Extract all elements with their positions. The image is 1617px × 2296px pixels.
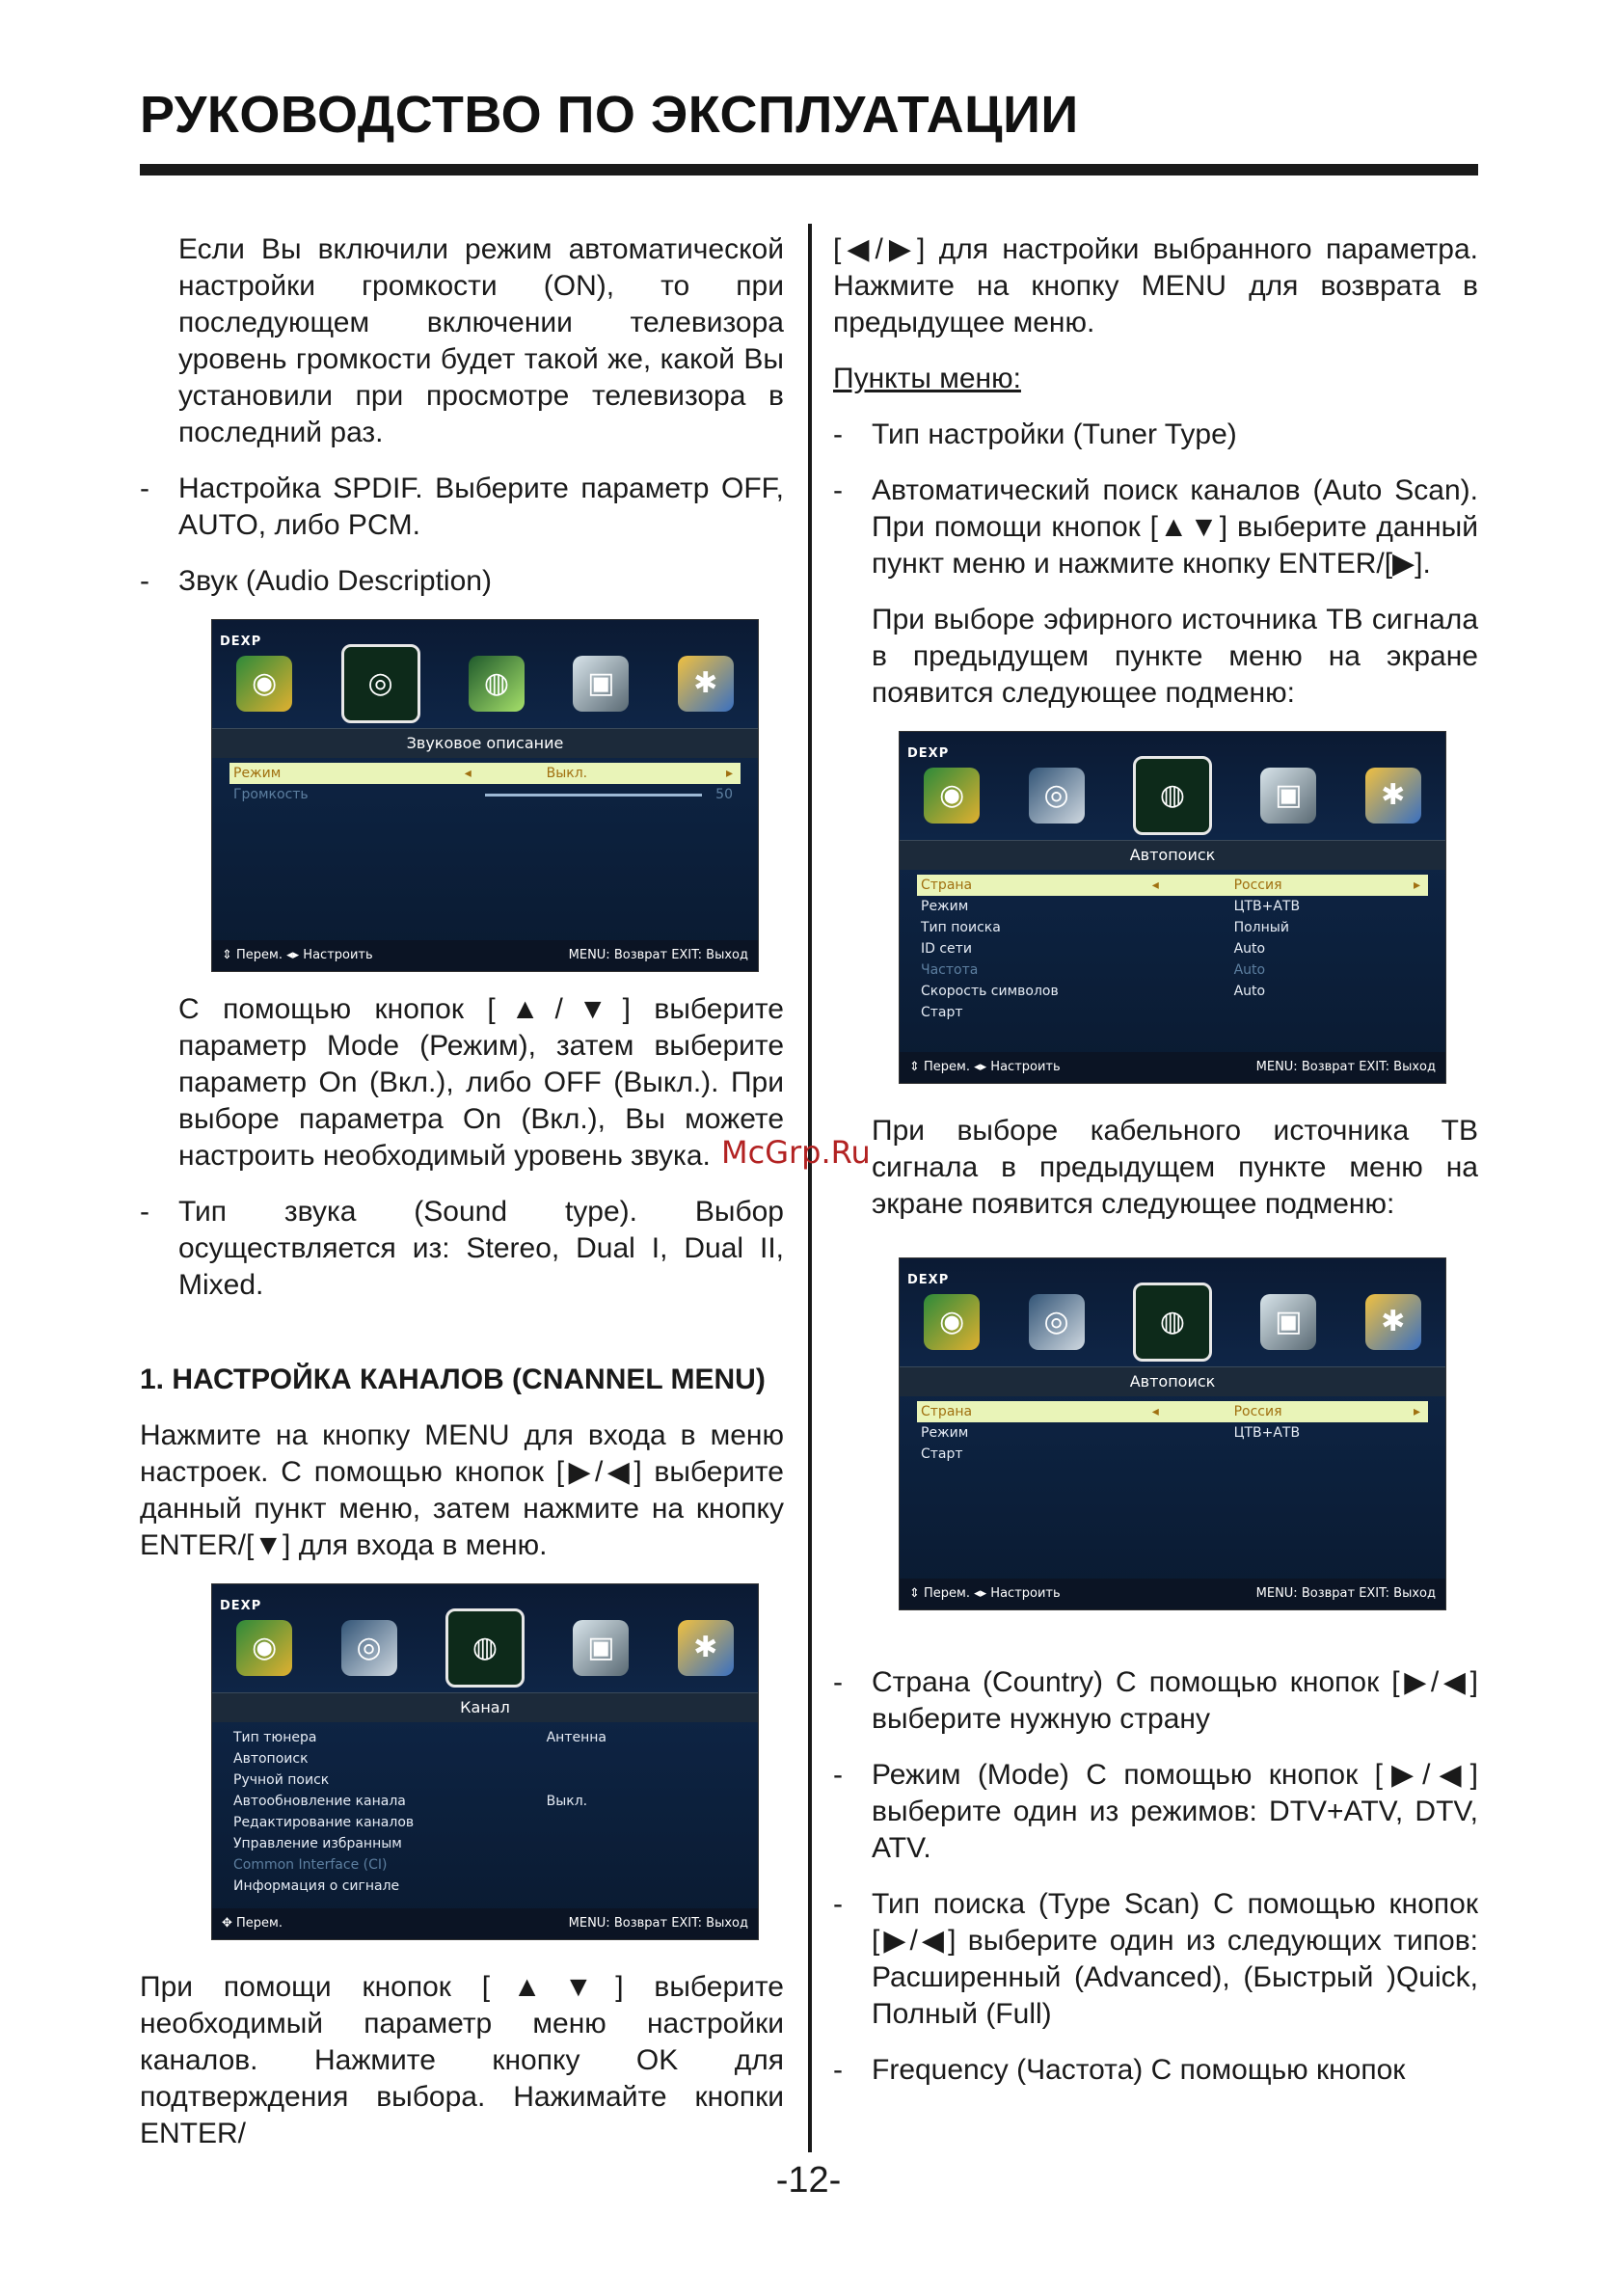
screenshot-air-autoscan [899,731,1446,1084]
footer-hint-left: ✥ Перем. [222,1916,283,1931]
brand-logo: DEXP [907,746,950,761]
row-label: Редактирование каналов [233,1815,415,1830]
footer-hint-left: ⇕ Перем. ◂▸ Настроить [909,1586,1061,1601]
row-label: Частота [921,962,979,978]
sound-icon: ◎ [1029,768,1085,824]
row-value: Auto [1233,941,1266,957]
row-label: Режим [233,766,282,781]
menu-footer [900,1579,1445,1609]
menu-row [917,917,1428,938]
menu-row [917,1002,1428,1023]
lock-icon: ▣ [573,1620,629,1676]
row-value: ЦТВ+АТВ [1233,899,1301,914]
menu-row [229,1727,741,1748]
watermark: McGrp.Ru [721,1134,871,1171]
screenshot-audio-description [211,619,759,972]
row-label: Автообновление канала [233,1794,406,1809]
menu-rows [917,875,1428,1023]
paragraph-select-param: При помощи кнопок [▲▼] выберите необходимый параметр меню настройки каналов. Нажмите кнопку OK для подтверждения выбора. Нажимайте кнопки ENTER/ [140,1971,784,2149]
list-item-country: - Страна (Country) С помощью кнопок [▶/◀] выберите нужную страну [833,1664,1478,1738]
sound-icon: ◎ [1029,1294,1085,1350]
list-item-spdif: - Настройка SPDIF. Выберите параметр OFF, AUTO, либо PCM. [140,471,784,544]
row-label: Информация о сигнале [233,1878,400,1894]
menu-icon-row [900,749,1445,841]
sound-icon: ◎ [341,1620,397,1676]
footer-hint-right: MENU: Возврат EXIT: Выход [1255,1060,1436,1074]
menu-row [917,1444,1428,1465]
row-label: Скорость символов [921,984,1059,999]
footer-hint-right: MENU: Возврат EXIT: Выход [1255,1586,1436,1601]
settings-icon: ✱ [1365,1294,1421,1350]
menu-row [917,1422,1428,1444]
row-value: Антенна [546,1730,606,1745]
row-value: 50 [715,787,733,802]
picture-icon: ◉ [236,656,292,712]
row-label: Ручной поиск [233,1772,330,1788]
page-title: РУКОВОДСТВО ПО ЭКСПЛУАТАЦИИ [140,86,1079,144]
section-heading: 1. НАСТРОЙКА КАНАЛОВ (CNANNEL MENU) [140,1364,766,1395]
title-rule [140,164,1478,176]
page-number: -12- [775,2160,842,2201]
menu-title: Автопоиск [900,840,1445,870]
menu-items-heading: Пункты меню: [833,363,1021,394]
lock-icon: ▣ [1260,1294,1316,1350]
row-label: ID сети [921,941,972,957]
row-value: Auto [1233,962,1266,978]
menu-row-volume [229,784,741,805]
lock-icon: ▣ [1260,768,1316,824]
picture-icon: ◉ [236,1620,292,1676]
row-label: Громкость [233,787,309,802]
row-value: Выкл. [546,766,588,781]
paragraph-auto-volume: Если Вы включили режим автоматической настройки громкости (ON), то при последующем включении телевизора уровень громкости будет такой же, какой Вы установили при просмотре телевизора в последний раз. [178,233,784,448]
menu-footer [212,940,758,971]
list-item-frequency: - Frequency (Частота) С помощью кнопок [833,2052,1478,2089]
menu-footer [900,1052,1445,1083]
row-label: Старт [921,1446,963,1462]
list-item-auto-scan: - Автоматический поиск каналов (Auto Scan). При помощи кнопок [▲▼] выберите данный пункт меню и нажмите кнопку ENTER/[▶]. [833,473,1478,582]
list-item-sound-type: - Тип звука (Sound type). Выбор осуществляется из: Stereo, Dual I, Dual II, Mixed. [140,1194,784,1304]
picture-icon: ◉ [924,1294,980,1350]
sound-icon: ◎ [341,644,420,723]
right-arrow-icon: ▸ [725,766,733,781]
channel-icon: ◍ [469,656,525,712]
screenshot-cable-autoscan [899,1257,1446,1610]
settings-icon: ✱ [1365,768,1421,824]
list-item-tuner-type: - Тип настройки (Tuner Type) [833,417,1478,453]
footer-hint-right: MENU: Возврат EXIT: Выход [568,948,748,962]
row-value: Россия [1233,878,1282,893]
right-column [833,231,1478,2108]
menu-title: Звуковое описание [212,728,758,758]
menu-row [229,1769,741,1791]
footer-hint-right: MENU: Возврат EXIT: Выход [568,1916,748,1931]
screenshot-channel-menu [211,1583,759,1940]
menu-row [917,959,1428,981]
menu-row [917,1401,1428,1422]
row-label: Тип тюнера [233,1730,317,1745]
channel-icon: ◍ [1133,756,1212,835]
row-label: Управление избранным [233,1836,402,1851]
menu-footer [212,1908,758,1939]
row-value: Auto [1233,984,1266,999]
menu-rows [917,1401,1428,1465]
brand-logo: DEXP [220,635,262,649]
right-arrow-icon: ▸ [1413,878,1420,893]
row-label: Режим [921,1425,969,1441]
row-label: Автопоиск [233,1751,309,1767]
list-item-mode: - Режим (Mode) С помощью кнопок [▶/◀] выберите один из режимов: DTV+ATV, DTV, ATV. [833,1757,1478,1867]
settings-icon: ✱ [678,656,734,712]
row-label: Режим [921,899,969,914]
menu-row [917,938,1428,959]
menu-row [229,1854,741,1876]
paragraph-adjust: [◀/▶] для настройки выбранного параметра. Нажмите на кнопку MENU для возврата в предыдущее меню. [833,233,1478,338]
menu-icon-row [212,637,758,729]
menu-icon-row [900,1276,1445,1367]
footer-hint-left: ⇕ Перем. ◂▸ Настроить [222,948,373,962]
settings-icon: ✱ [678,1620,734,1676]
right-arrow-icon: ▸ [1413,1404,1420,1419]
menu-row [917,981,1428,1002]
channel-icon: ◍ [445,1608,525,1688]
picture-icon: ◉ [924,768,980,824]
row-label: Common Interface (CI) [233,1857,388,1873]
column-divider [808,224,812,2152]
menu-title: Канал [212,1692,758,1722]
list-item-audio-description: - Звук (Audio Description) [140,563,784,600]
left-arrow-icon: ◂ [464,766,472,781]
menu-row [917,875,1428,896]
footer-hint-left: ⇕ Перем. ◂▸ Настроить [909,1060,1061,1074]
paragraph-menu: Нажмите на кнопку MENU для входа в меню настроек. С помощью кнопок [▶/◀] выберите данный пункт меню, затем нажмите на кнопку ENTER/[▼] для входа в меню. [140,1419,784,1561]
row-value: Полный [1233,920,1289,935]
brand-logo: DEXP [907,1273,950,1287]
menu-row [917,896,1428,917]
menu-row-mode [229,763,741,784]
paragraph-mode: С помощью кнопок [▲/▼] выберите параметр Mode (Режим), затем выберите параметр On (Вкл.), либо OFF (Выкл.). При выборе параметра On (Вкл.), Вы можете настроить необходимый уровень звука. [178,993,784,1172]
row-label: Страна [921,1404,973,1419]
menu-icon-row [212,1602,758,1693]
menu-row [229,1833,741,1854]
left-column [140,231,784,2172]
row-value: ЦТВ+АТВ [1233,1425,1301,1441]
paragraph-air-source: При выборе эфирного источника ТВ сигнала в предыдущем пункте меню на экране появится следующее подменю: [872,604,1478,709]
menu-row [229,1791,741,1812]
list-item-scan-type: - Тип поиска (Type Scan) С помощью кнопок [▶/◀] выберите один из следующих типов: Расширенный (Advanced), (Быстрый )Quick, Полный (Full) [833,1886,1478,2033]
volume-slider [485,794,702,797]
row-label: Страна [921,878,973,893]
menu-rows [229,1727,741,1897]
row-label: Старт [921,1005,963,1020]
row-value: Россия [1233,1404,1282,1419]
row-value: Выкл. [546,1794,588,1809]
row-label: Тип поиска [921,920,1001,935]
menu-row [229,1876,741,1897]
left-arrow-icon: ◂ [1151,878,1159,893]
lock-icon: ▣ [573,656,629,712]
channel-icon: ◍ [1133,1283,1212,1362]
menu-row [229,1812,741,1833]
left-arrow-icon: ◂ [1151,1404,1159,1419]
menu-title: Автопоиск [900,1366,1445,1396]
menu-row [229,1748,741,1769]
paragraph-cable-source: При выборе кабельного источника ТВ сигнала в предыдущем пункте меню на экране появится следующее подменю: [872,1115,1478,1220]
brand-logo: DEXP [220,1599,262,1613]
menu-rows [229,763,741,805]
